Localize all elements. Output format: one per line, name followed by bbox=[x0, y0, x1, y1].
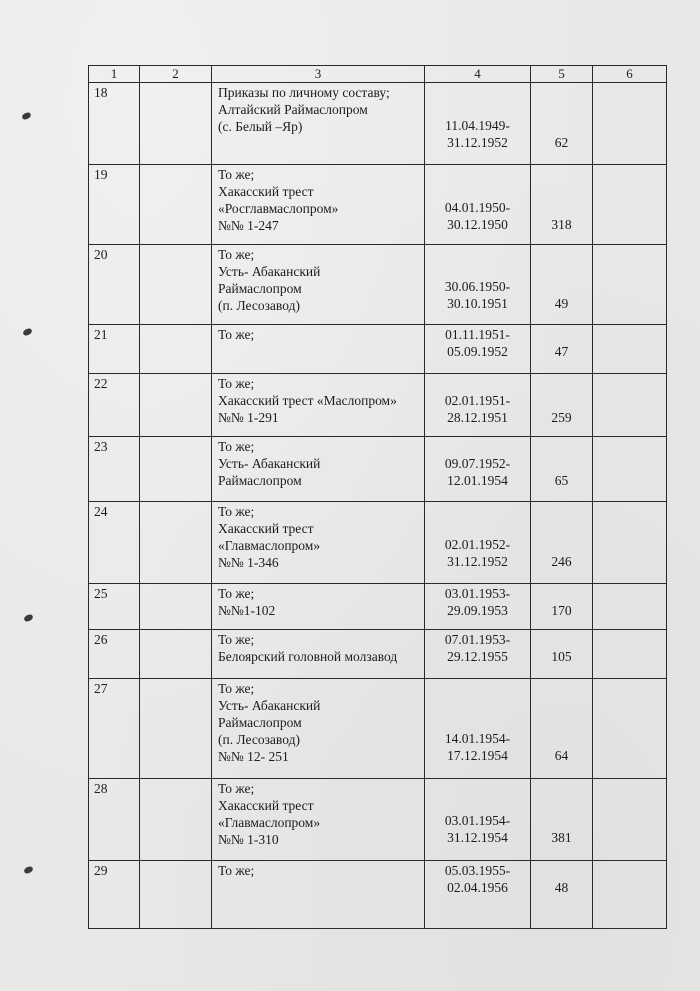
item-dates bbox=[425, 83, 531, 165]
title-line: Раймаслопром bbox=[218, 473, 302, 488]
item-number: 22 bbox=[89, 374, 140, 437]
sheet-count: 62 bbox=[531, 83, 593, 165]
sheet-count: 64 bbox=[531, 679, 593, 779]
item-title bbox=[212, 83, 425, 165]
item-title bbox=[212, 630, 425, 679]
title-line: «Росглавмаслопром» bbox=[218, 201, 339, 216]
scan-mark bbox=[22, 328, 33, 337]
table-row bbox=[89, 630, 667, 679]
empty-cell bbox=[593, 165, 667, 245]
empty-cell bbox=[140, 779, 212, 861]
column-header: 4 bbox=[425, 66, 531, 83]
column-header: 5 bbox=[531, 66, 593, 83]
sheet-count: 246 bbox=[531, 502, 593, 584]
title-line: Усть- Абаканский bbox=[218, 264, 321, 279]
date-line: 02.04.1956 bbox=[447, 880, 508, 895]
table-row bbox=[89, 679, 667, 779]
table-row bbox=[89, 325, 667, 374]
title-line: №№ 1-247 bbox=[218, 218, 279, 233]
empty-cell bbox=[140, 325, 212, 374]
item-title bbox=[212, 584, 425, 630]
empty-cell bbox=[593, 502, 667, 584]
date-line: 14.01.1954- bbox=[444, 731, 511, 746]
scan-mark bbox=[21, 112, 32, 121]
date-line: 02.01.1951- bbox=[444, 393, 511, 408]
title-line: «Главмаслопром» bbox=[218, 815, 321, 830]
table-row bbox=[89, 437, 667, 502]
title-line: №№ 1-310 bbox=[218, 832, 279, 847]
empty-cell bbox=[140, 374, 212, 437]
title-line: №№ 1-346 bbox=[218, 555, 279, 570]
date-line: 30.06.1950- bbox=[444, 279, 511, 294]
title-line: Белоярский головной молзавод bbox=[218, 649, 398, 664]
empty-cell bbox=[140, 165, 212, 245]
item-number: 19 bbox=[89, 165, 140, 245]
sheet-count: 381 bbox=[531, 779, 593, 861]
item-title bbox=[212, 779, 425, 861]
empty-cell bbox=[593, 83, 667, 165]
empty-cell bbox=[593, 679, 667, 779]
sheet-count: 47 bbox=[531, 325, 593, 374]
title-line: Хакасский трест «Маслопром» bbox=[218, 393, 397, 408]
title-line: То же; bbox=[218, 167, 255, 182]
title-line: Алтайский Раймаслопром bbox=[218, 102, 368, 117]
date-line: 31.12.1952 bbox=[447, 554, 508, 569]
item-number: 26 bbox=[89, 630, 140, 679]
item-dates bbox=[425, 584, 531, 630]
item-dates bbox=[425, 437, 531, 502]
item-dates bbox=[425, 679, 531, 779]
title-line: Приказы по личному составу; bbox=[218, 85, 390, 100]
date-line: 29.12.1955 bbox=[447, 649, 508, 664]
item-dates bbox=[425, 245, 531, 325]
title-line: №№ 12- 251 bbox=[218, 749, 289, 764]
date-line: 01.11.1951- bbox=[445, 327, 510, 342]
empty-cell bbox=[140, 437, 212, 502]
empty-cell bbox=[140, 502, 212, 584]
title-line: То же; bbox=[218, 327, 255, 342]
empty-cell bbox=[593, 325, 667, 374]
column-header: 6 bbox=[593, 66, 667, 83]
item-dates bbox=[425, 502, 531, 584]
item-title bbox=[212, 437, 425, 502]
item-number: 28 bbox=[89, 779, 140, 861]
item-title bbox=[212, 502, 425, 584]
table-row bbox=[89, 584, 667, 630]
empty-cell bbox=[140, 83, 212, 165]
item-dates bbox=[425, 861, 531, 929]
item-number: 23 bbox=[89, 437, 140, 502]
date-line: 30.12.1950 bbox=[447, 217, 508, 232]
date-line: 05.09.1952 bbox=[447, 344, 508, 359]
item-title bbox=[212, 165, 425, 245]
title-line: То же; bbox=[218, 781, 255, 796]
empty-cell bbox=[140, 245, 212, 325]
date-line: 12.01.1954 bbox=[447, 473, 508, 488]
sheet-count: 259 bbox=[531, 374, 593, 437]
date-line: 03.01.1954- bbox=[444, 813, 511, 828]
table-row bbox=[89, 374, 667, 437]
title-line: То же; bbox=[218, 247, 255, 262]
empty-cell bbox=[593, 437, 667, 502]
inventory-table bbox=[88, 65, 667, 929]
item-dates bbox=[425, 165, 531, 245]
empty-cell bbox=[593, 584, 667, 630]
item-title bbox=[212, 245, 425, 325]
table-row bbox=[89, 83, 667, 165]
empty-cell bbox=[140, 679, 212, 779]
empty-cell bbox=[140, 630, 212, 679]
item-title bbox=[212, 679, 425, 779]
sheet-count: 65 bbox=[531, 437, 593, 502]
item-number: 27 bbox=[89, 679, 140, 779]
date-line: 30.10.1951 bbox=[447, 296, 508, 311]
title-line: (п. Лесозавод) bbox=[218, 732, 300, 747]
item-dates bbox=[425, 325, 531, 374]
item-number: 18 bbox=[89, 83, 140, 165]
title-line: То же; bbox=[218, 586, 255, 601]
table-row bbox=[89, 245, 667, 325]
title-line: Раймаслопром bbox=[218, 715, 302, 730]
item-dates bbox=[425, 630, 531, 679]
scan-mark bbox=[23, 866, 34, 875]
item-title bbox=[212, 374, 425, 437]
title-line: (п. Лесозавод) bbox=[218, 298, 300, 313]
item-title bbox=[212, 861, 425, 929]
title-line: Хакасский трест bbox=[218, 521, 314, 536]
item-number: 25 bbox=[89, 584, 140, 630]
sheet-count: 48 bbox=[531, 861, 593, 929]
item-number: 24 bbox=[89, 502, 140, 584]
title-line: Хакасский трест bbox=[218, 184, 314, 199]
item-dates bbox=[425, 374, 531, 437]
date-line: 28.12.1951 bbox=[447, 410, 508, 425]
sheet-count: 105 bbox=[531, 630, 593, 679]
header-row bbox=[89, 66, 667, 83]
table-row bbox=[89, 779, 667, 861]
table-row bbox=[89, 861, 667, 929]
item-dates bbox=[425, 779, 531, 861]
title-line: То же; bbox=[218, 439, 255, 454]
title-line: То же; bbox=[218, 504, 255, 519]
title-line: То же; bbox=[218, 632, 255, 647]
item-number: 20 bbox=[89, 245, 140, 325]
title-line: (с. Белый –Яр) bbox=[218, 119, 303, 134]
date-line: 02.01.1952- bbox=[444, 537, 511, 552]
table-body bbox=[89, 83, 667, 929]
column-header: 1 bbox=[89, 66, 140, 83]
item-title bbox=[212, 325, 425, 374]
item-number: 29 bbox=[89, 861, 140, 929]
title-line: Раймаслопром bbox=[218, 281, 302, 296]
sheet-count: 318 bbox=[531, 165, 593, 245]
column-header: 2 bbox=[140, 66, 212, 83]
empty-cell bbox=[593, 374, 667, 437]
date-line: 31.12.1954 bbox=[447, 830, 508, 845]
title-line: Усть- Абаканский bbox=[218, 698, 321, 713]
date-line: 07.01.1953- bbox=[444, 632, 511, 647]
title-line: Хакасский трест bbox=[218, 798, 314, 813]
empty-cell bbox=[593, 245, 667, 325]
table-row bbox=[89, 165, 667, 245]
table-row bbox=[89, 502, 667, 584]
date-line: 31.12.1952 bbox=[447, 135, 508, 150]
date-line: 05.03.1955- bbox=[444, 863, 511, 878]
title-line: То же; bbox=[218, 681, 255, 696]
date-line: 11.04.1949- bbox=[445, 118, 510, 133]
empty-cell bbox=[593, 779, 667, 861]
date-line: 09.07.1952- bbox=[444, 456, 511, 471]
column-header: 3 bbox=[212, 66, 425, 83]
title-line: Усть- Абаканский bbox=[218, 456, 321, 471]
title-line: «Главмаслопром» bbox=[218, 538, 321, 553]
date-line: 29.09.1953 bbox=[447, 603, 508, 618]
item-number: 21 bbox=[89, 325, 140, 374]
title-line: №№ 1-291 bbox=[218, 410, 279, 425]
empty-cell bbox=[593, 630, 667, 679]
date-line: 03.01.1953- bbox=[444, 586, 511, 601]
empty-cell bbox=[140, 861, 212, 929]
sheet-count: 170 bbox=[531, 584, 593, 630]
title-line: То же; bbox=[218, 376, 255, 391]
title-line: То же; bbox=[218, 863, 255, 878]
date-line: 17.12.1954 bbox=[447, 748, 508, 763]
title-line: №№1-102 bbox=[218, 603, 276, 618]
date-line: 04.01.1950- bbox=[444, 200, 511, 215]
empty-cell bbox=[140, 584, 212, 630]
sheet-count: 49 bbox=[531, 245, 593, 325]
empty-cell bbox=[593, 861, 667, 929]
scan-mark bbox=[23, 614, 34, 623]
